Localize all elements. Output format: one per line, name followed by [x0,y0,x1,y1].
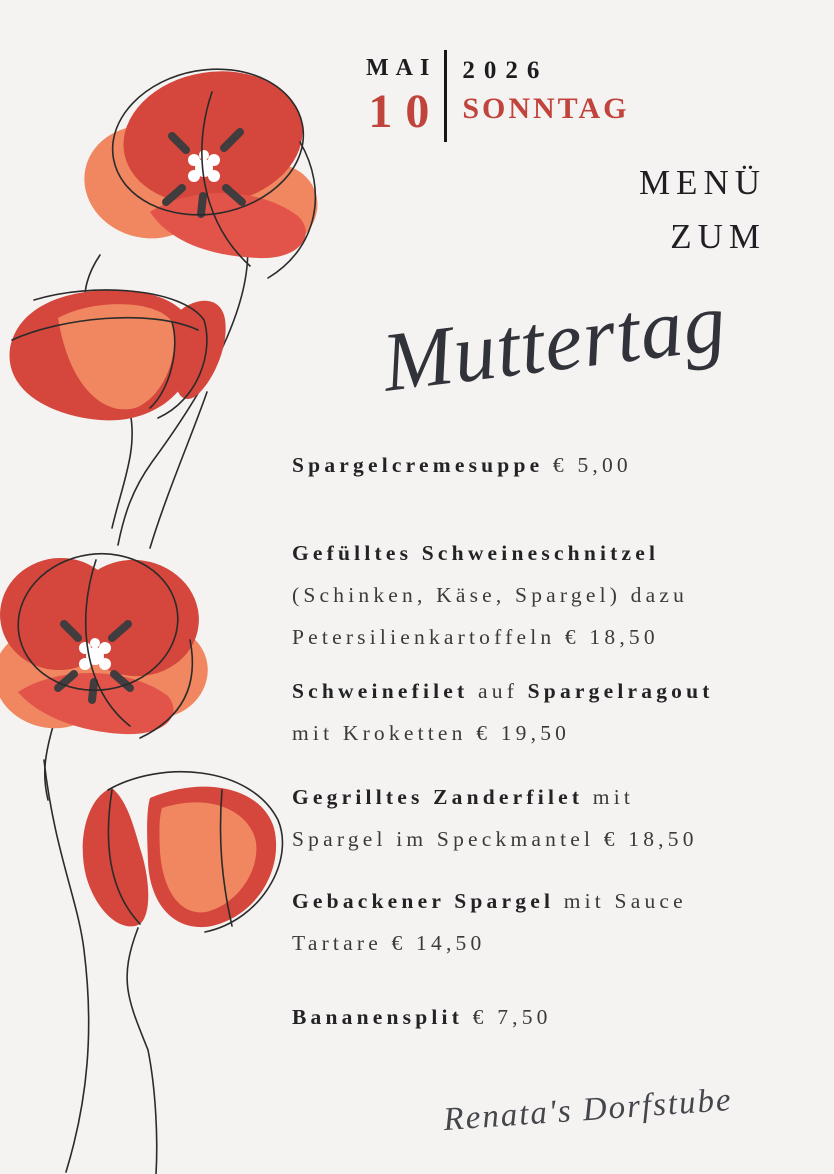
dish-name-text: Schweinefilet [292,679,469,703]
menu-item-line [292,880,822,922]
dish-detail-text: Petersilienkartoffeln € 18,50 [292,625,659,649]
date-day: 10 [368,85,443,138]
menu-item-line [292,996,822,1038]
date-year: 2026 [462,57,549,84]
date-weekday: SONNTAG [462,92,630,125]
poppy-flower-3-icon [0,544,218,738]
date-month: MAI [366,55,437,81]
date-left-column [366,50,444,142]
date-right-column [447,50,629,142]
menu-item [292,532,822,658]
dish-detail-text: (Schinken, Käse, Spargel) dazu [292,583,689,607]
title-line-1: MENÜ [638,163,766,202]
menu-item-line [292,574,822,616]
dish-detail-text: mit Kroketten € 19,50 [292,721,571,745]
menu-item [292,880,822,964]
dish-detail-text: Spargel im Speckmantel € 18,50 [292,827,698,851]
menu-item [292,670,822,754]
menu-list [292,444,822,1038]
poppy-bud-4-icon [83,772,283,932]
dish-detail-text: auf [468,679,528,703]
restaurant-signature: Renata's Dorfstube [442,1081,734,1139]
menu-item-line [292,776,822,818]
dish-name-text: Gefülltes Schweineschnitzel [292,541,660,565]
menu-item-line [292,532,822,574]
menu-item-line [292,922,822,964]
menu-item-line [292,670,822,712]
menu-item-line [292,616,822,658]
dish-name-text: Bananensplit [292,1005,464,1029]
dish-detail-text: mit Sauce [554,889,687,913]
dish-detail-text: € 7,50 [463,1005,552,1029]
date-header [366,50,629,142]
dish-detail-text: Tartare € 14,50 [292,931,486,955]
script-title-muttertag: Muttertag [377,275,732,410]
menu-item-line [292,712,822,754]
menu-item-line [292,444,822,486]
dish-name-text: Gegrilltes Zanderfilet [292,785,584,809]
menu-item [292,444,822,486]
dish-detail-text: mit [583,785,635,809]
dish-name-text: Gebackener Spargel [292,889,555,913]
dish-name-text: Spargelcremesuppe [292,453,544,477]
menu-item [292,996,822,1038]
menu-item-line [292,818,822,860]
menu-item [292,776,822,860]
dish-detail-text: € 5,00 [543,453,632,477]
title-line-2: ZUM [670,217,766,256]
dish-name-text: Spargelragout [527,679,714,703]
